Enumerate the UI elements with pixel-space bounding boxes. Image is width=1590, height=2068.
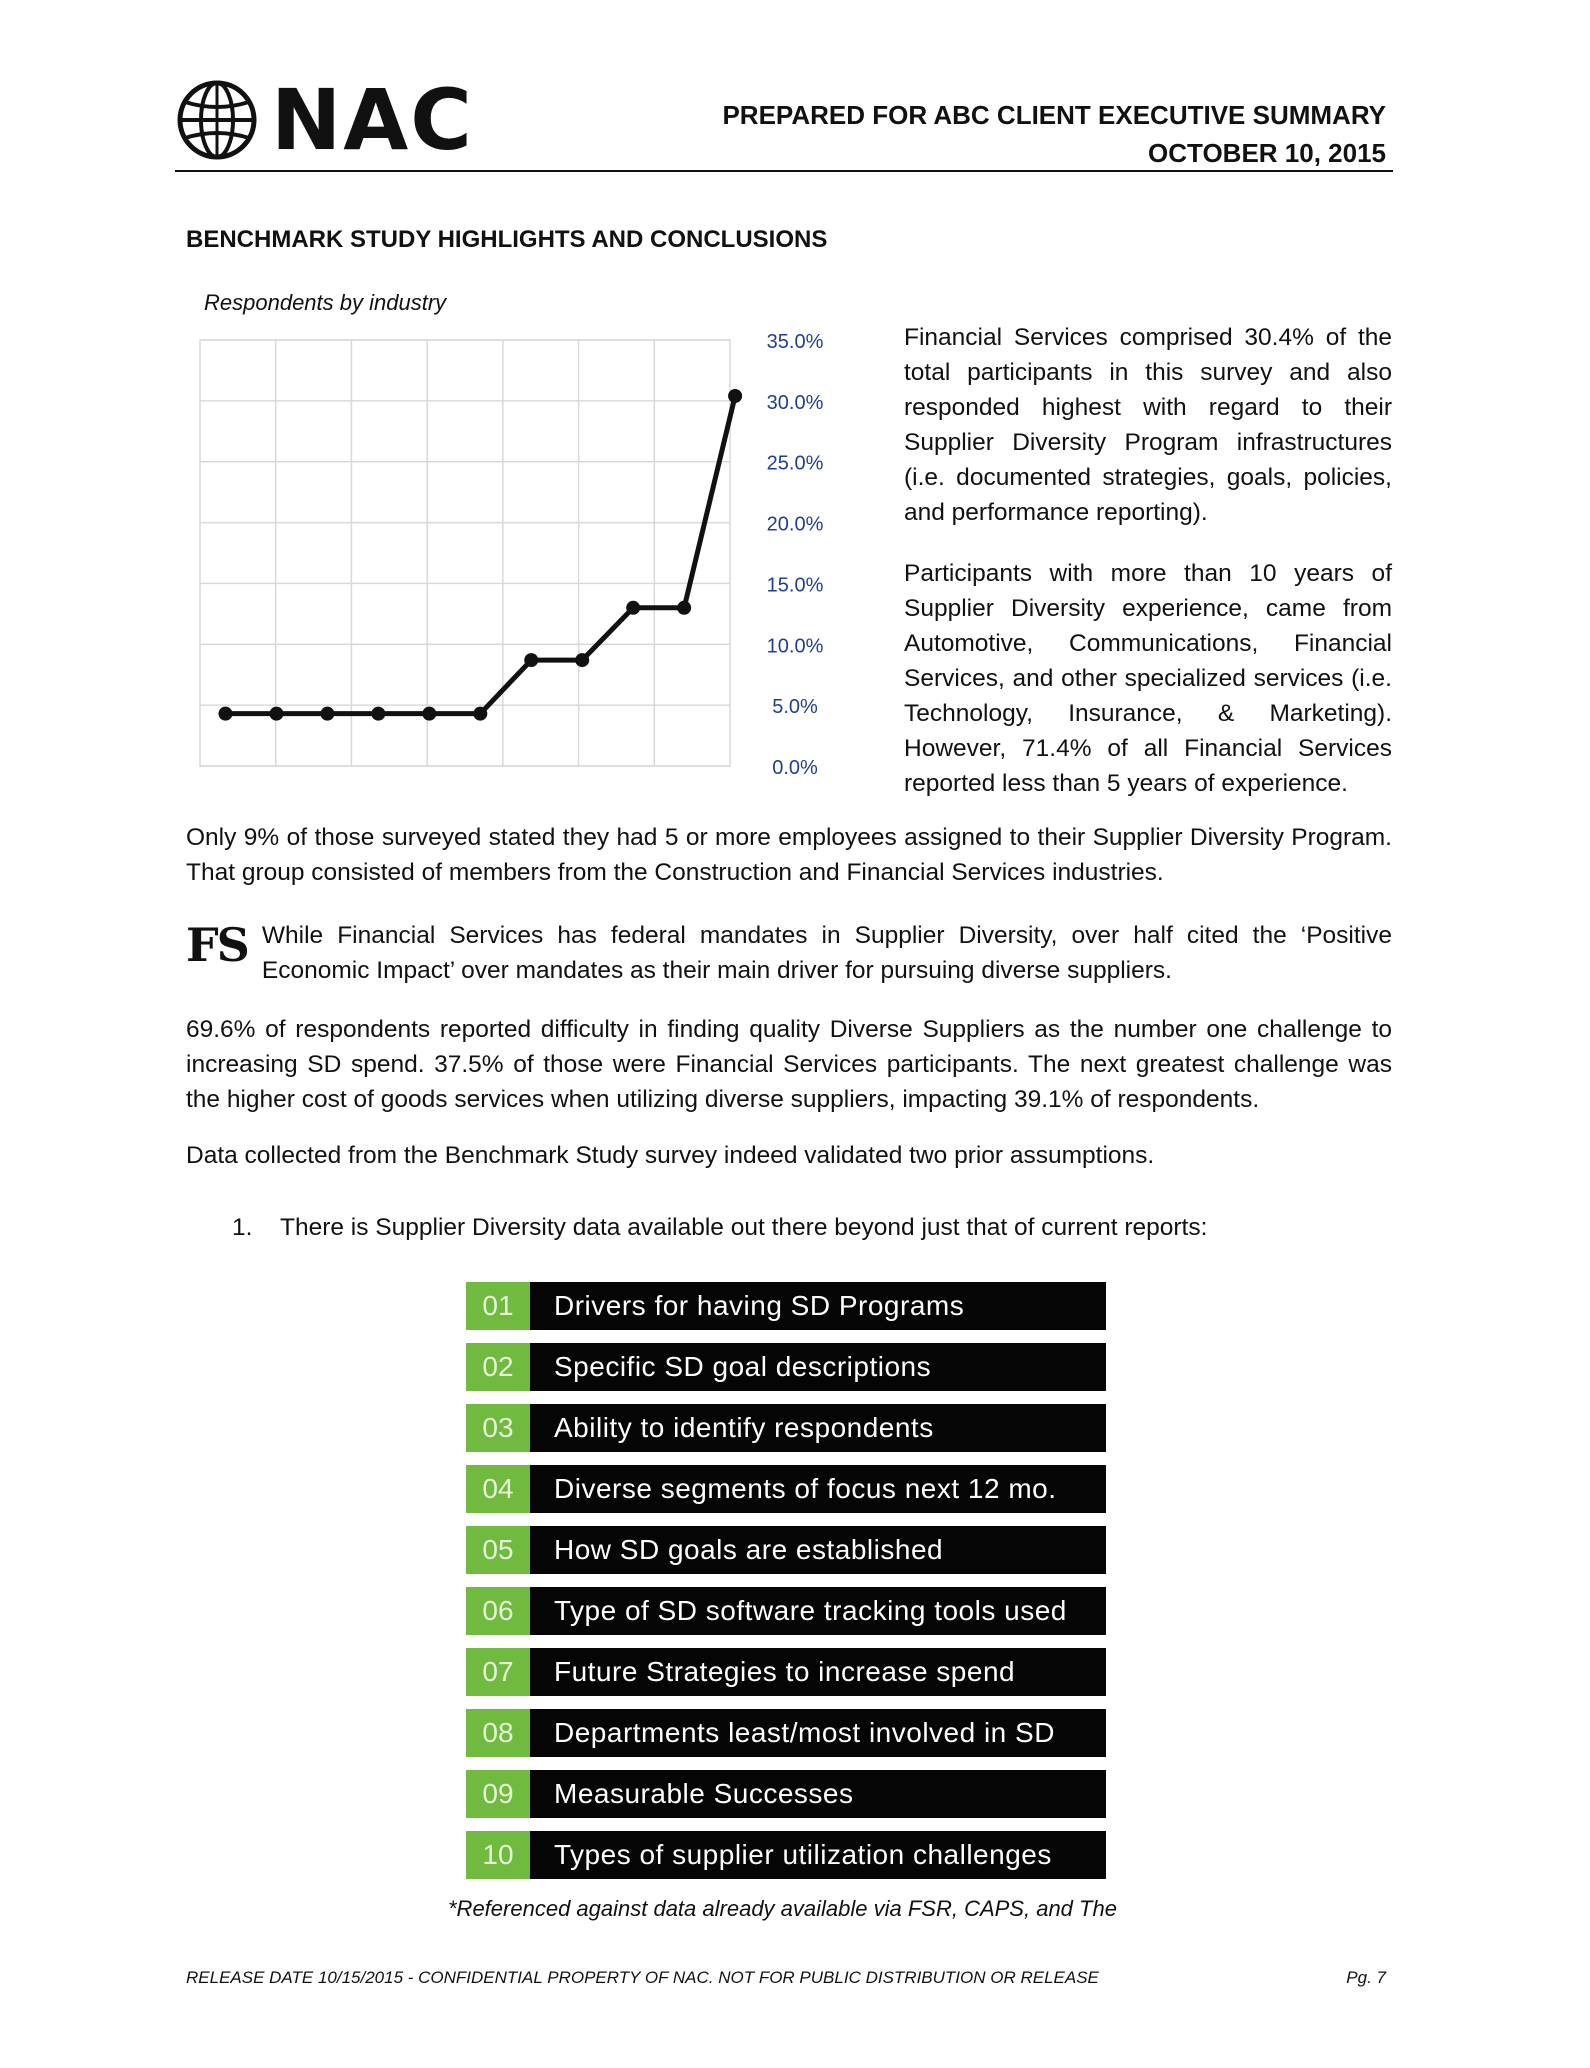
y-tick-label: 15.0% xyxy=(766,574,824,597)
data-point xyxy=(728,389,742,403)
data-points-list xyxy=(466,1282,1106,1892)
header-divider xyxy=(175,170,1393,172)
header-date: OCTOBER 10, 2015 xyxy=(1148,138,1386,168)
data-point-row xyxy=(466,1709,1106,1757)
list-number: 1. xyxy=(232,1214,253,1241)
data-point-row xyxy=(466,1282,1106,1330)
fs-callout xyxy=(186,918,1392,988)
data-point-row xyxy=(466,1587,1106,1635)
fs-mark: FS xyxy=(186,918,248,972)
data-point-label: Future Strategies to increase spend xyxy=(530,1648,1106,1696)
data-point-number: 03 xyxy=(466,1404,530,1452)
data-point-label: Departments least/most involved in SD xyxy=(530,1709,1106,1757)
page-number: Pg. 7 xyxy=(1346,1968,1386,1987)
data-point-label: Types of supplier utilization challenges xyxy=(530,1831,1106,1879)
list-text: There is Supplier Diversity data available out there beyond just that of current reports: xyxy=(280,1214,1208,1241)
respondents-line-chart xyxy=(170,320,870,800)
y-tick-label: 25.0% xyxy=(766,452,824,475)
data-point xyxy=(371,707,385,721)
section-title: BENCHMARK STUDY HIGHLIGHTS AND CONCLUSIONS xyxy=(186,226,828,253)
data-point xyxy=(677,601,691,615)
data-point-label: Measurable Successes xyxy=(530,1770,1106,1818)
data-point-number: 09 xyxy=(466,1770,530,1818)
y-tick-label: 30.0% xyxy=(766,391,824,414)
data-point-number: 01 xyxy=(466,1282,530,1330)
commentary-paragraph-2: Participants with more than 10 years of Supplier Diversity experience, came from Automotive, Communications, Financial Services, and other specialized services (i.e. Technology, Insurance, & Marketing). However, 71.4% of all Financial Services reported less than 5 years of experience. xyxy=(904,560,1392,797)
data-point xyxy=(473,707,487,721)
data-point-label: Diverse segments of focus next 12 mo. xyxy=(530,1465,1106,1513)
report-header xyxy=(722,96,1386,172)
fs-callout-text: While Financial Services has federal mandates in Supplier Diversity, over half cited the ‘Positive Economic Impact’ over mandates as their main driver for pursuing diverse suppliers. xyxy=(261,922,1392,984)
chart-canvas xyxy=(170,320,870,800)
data-point-label: Ability to identify respondents xyxy=(530,1404,1106,1452)
challenges-paragraph: 69.6% of respondents reported difficulty in finding quality Diverse Suppliers as the number one challenge to increasing SD spend. 37.5% of those were Financial Services participants. The next greatest challenge was the higher cost of goods services when utilizing diverse suppliers, impacting 39.1% of respondents. xyxy=(186,1016,1392,1113)
nac-logo xyxy=(175,71,474,169)
data-point xyxy=(422,707,436,721)
series-line xyxy=(225,396,735,714)
data-point-label: How SD goals are established xyxy=(530,1526,1106,1574)
employees-paragraph: Only 9% of those surveyed stated they had 5 or more employees assigned to their Supplier Diversity Program. That group consisted of members from the Construction and Financial Services industries. xyxy=(186,824,1392,886)
data-point xyxy=(218,707,232,721)
data-point-label: Type of SD software tracking tools used xyxy=(530,1587,1106,1635)
data-point-number: 06 xyxy=(466,1587,530,1635)
list-item xyxy=(232,1210,1207,1245)
data-point xyxy=(575,653,589,667)
data-point-row xyxy=(466,1526,1106,1574)
commentary-paragraph-1: Financial Services comprised 30.4% of the total participants in this survey and also responded highest with regard to their Supplier Diversity Program infrastructures (i.e. documented strategies, goals, policies, and performance reporting). xyxy=(904,324,1392,526)
footer-disclaimer: RELEASE DATE 10/15/2015 - CONFIDENTIAL PROPERTY OF NAC. NOT FOR PUBLIC DISTRIBUTION OR RELEASE xyxy=(186,1968,1099,1987)
data-point-number: 04 xyxy=(466,1465,530,1513)
globe-icon xyxy=(175,78,259,162)
y-tick-label: 35.0% xyxy=(766,331,824,353)
data-point xyxy=(320,707,334,721)
chart-title: Respondents by industry xyxy=(204,290,447,315)
data-point-row xyxy=(466,1465,1106,1513)
chart-commentary xyxy=(904,320,1392,827)
data-point-row xyxy=(466,1404,1106,1452)
header-title: PREPARED FOR ABC CLIENT EXECUTIVE SUMMARY xyxy=(722,100,1386,130)
data-point xyxy=(269,707,283,721)
plot-frame xyxy=(200,340,730,766)
data-point-row xyxy=(466,1343,1106,1391)
y-tick-label: 10.0% xyxy=(766,635,824,658)
data-point xyxy=(626,601,640,615)
data-point-number: 02 xyxy=(466,1343,530,1391)
data-point-row xyxy=(466,1648,1106,1696)
y-tick-label: 5.0% xyxy=(772,696,818,719)
y-tick-label: 0.0% xyxy=(772,757,818,779)
data-point-row xyxy=(466,1831,1106,1879)
data-point-number: 10 xyxy=(466,1831,530,1879)
data-point-number: 05 xyxy=(466,1526,530,1574)
data-point-label: Specific SD goal descriptions xyxy=(530,1343,1106,1391)
data-point xyxy=(524,653,538,667)
logo-text: NAC xyxy=(271,71,474,169)
footnote: *Referenced against data already available via FSR, CAPS, and The xyxy=(448,1896,1117,1921)
data-point-number: 07 xyxy=(466,1648,530,1696)
data-point-row xyxy=(466,1770,1106,1818)
y-tick-label: 20.0% xyxy=(766,513,824,536)
data-point-number: 08 xyxy=(466,1709,530,1757)
data-paragraph: Data collected from the Benchmark Study survey indeed validated two prior assumptions. xyxy=(186,1142,1155,1169)
data-point-label: Drivers for having SD Programs xyxy=(530,1282,1106,1330)
